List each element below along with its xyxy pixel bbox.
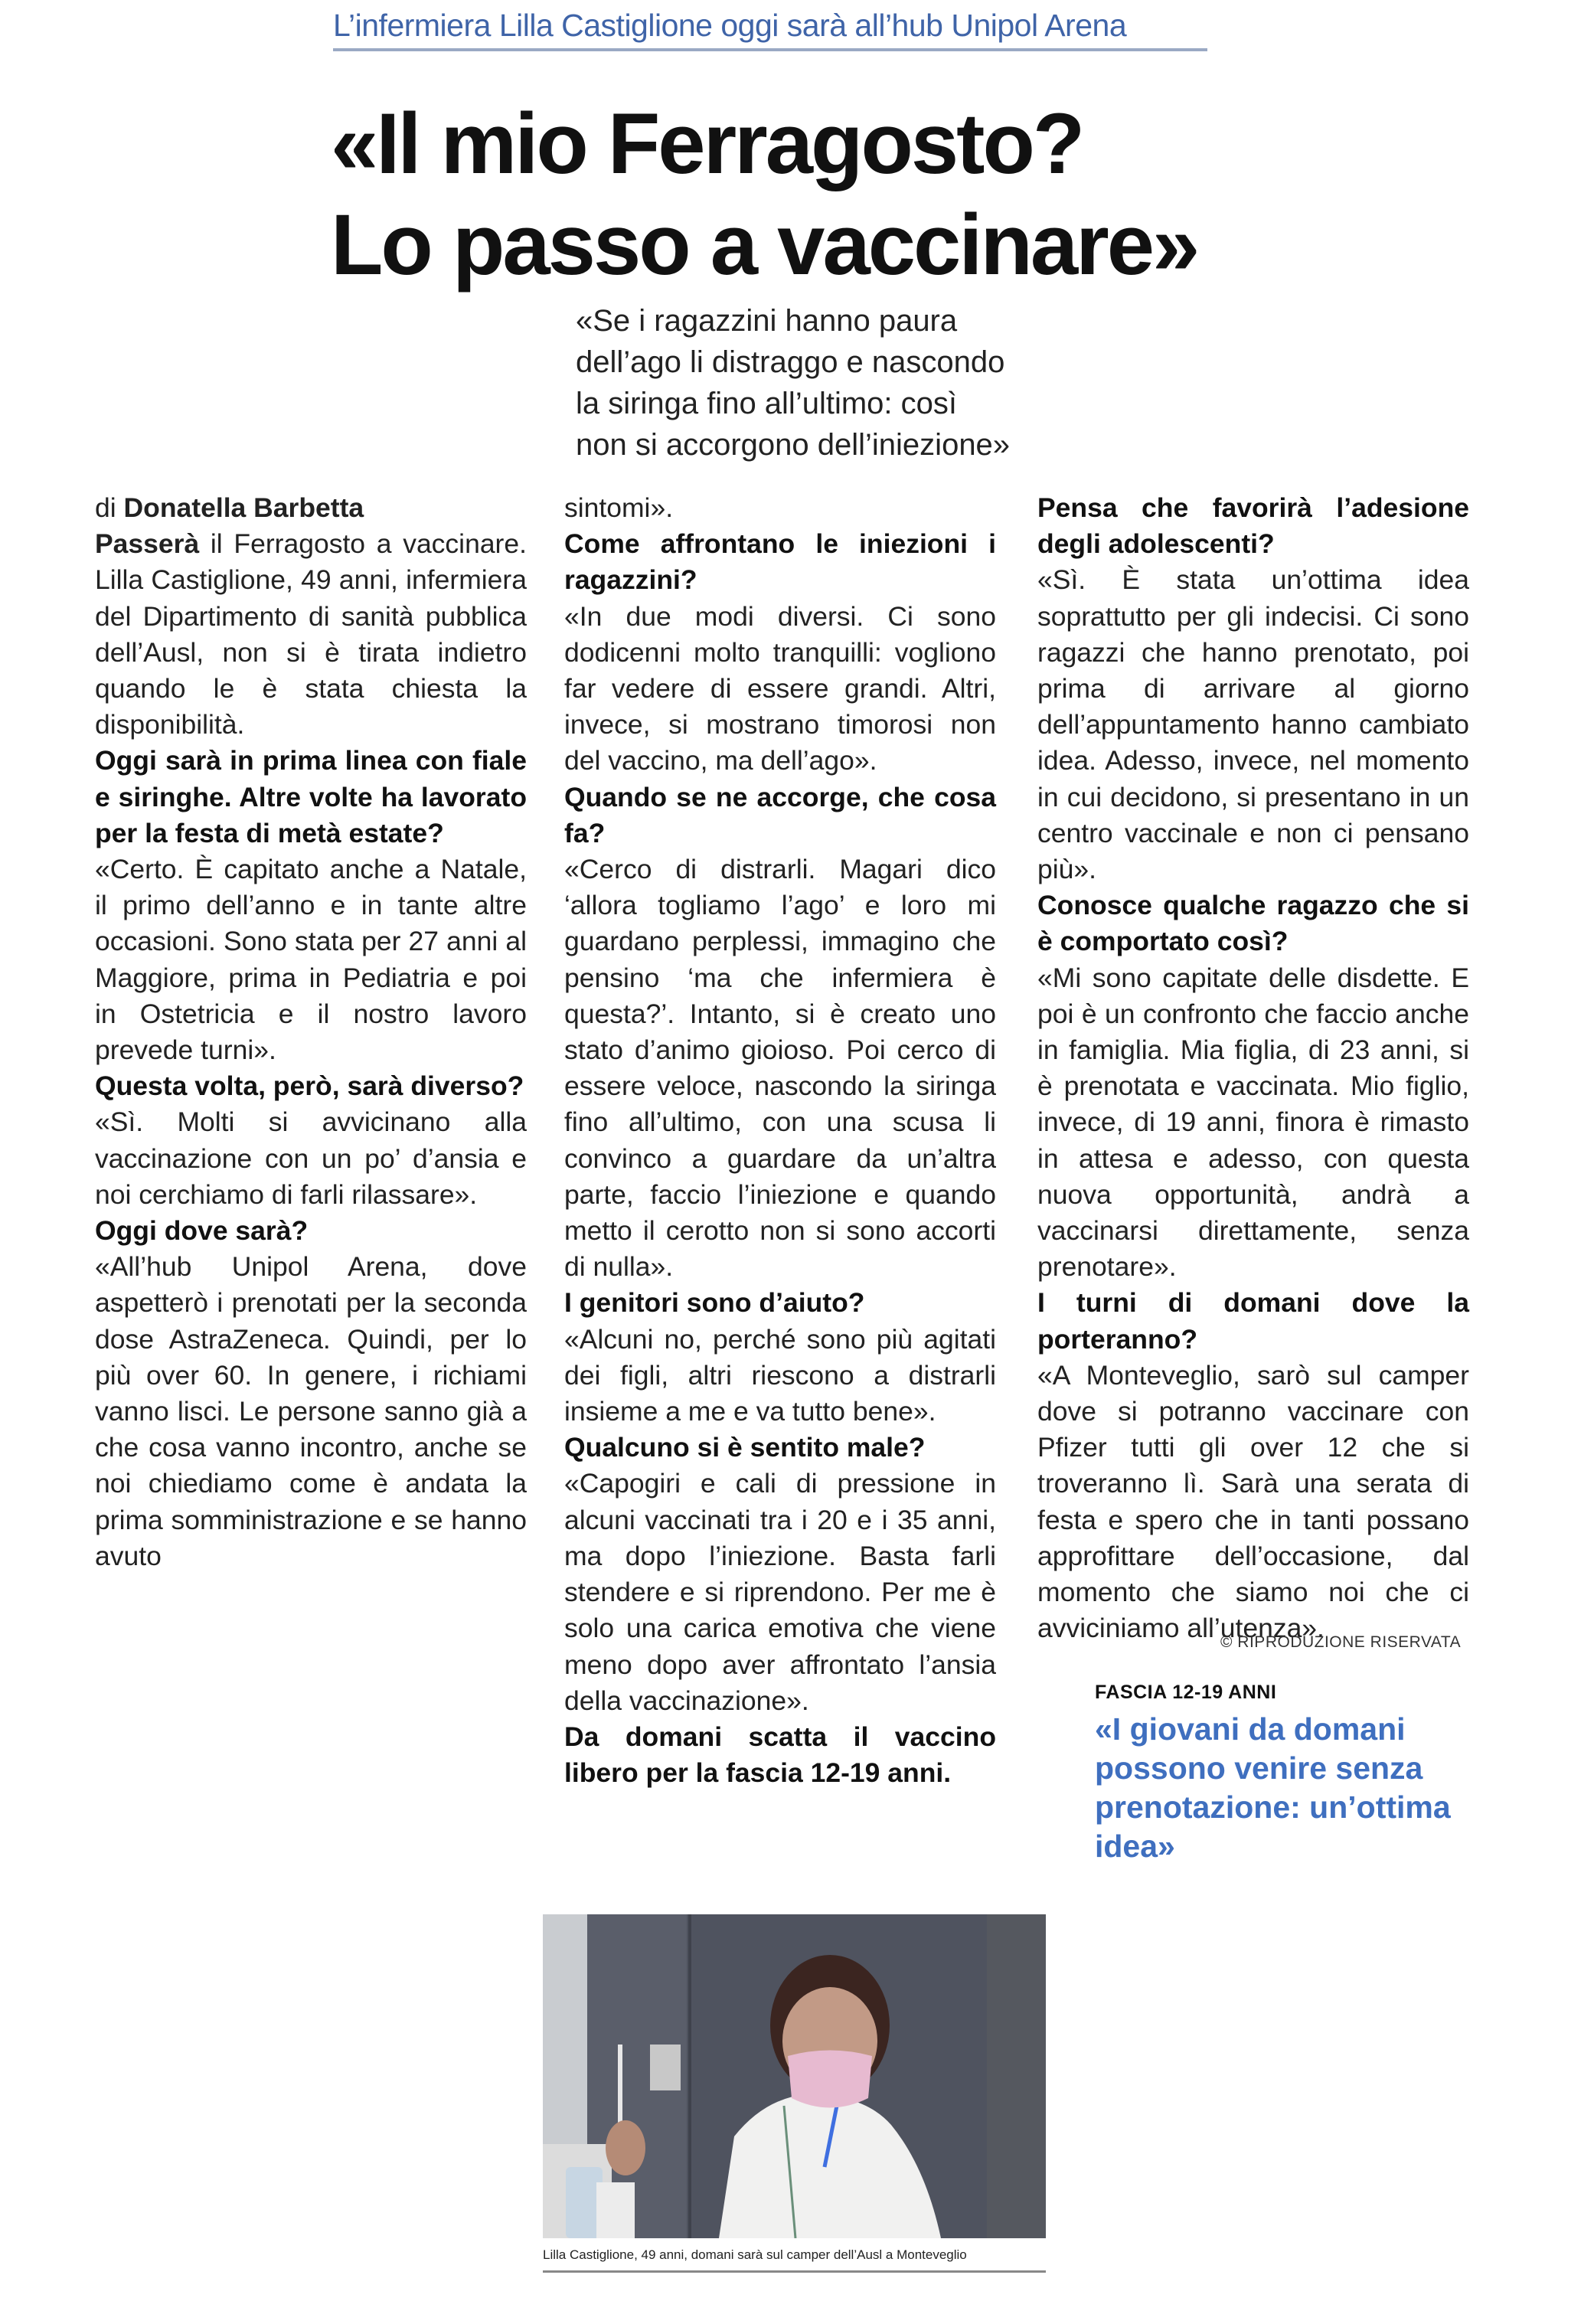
column-1 (95, 490, 527, 1574)
headline-line-2: Lo passo a vaccinare» (331, 197, 1198, 293)
answer: «Mi sono capitate delle disdette. E poi è un confronto che faccio anche in famiglia. Mia figlia, di 23 anni, si è prenotata e vaccinata. Mio figlio, invece, di 19 anni, finora è rimasto in attesa e adesso, con questa nuova opportunità, andrà a vaccinarsi direttamente, senza prenotare». (1037, 962, 1469, 1283)
question: Oggi sarà in prima linea con fiale e siringhe. Altre volte ha lavorato per la festa di metà estate? (95, 745, 527, 848)
headline (331, 93, 1197, 296)
column-2 (564, 490, 996, 1791)
question: I turni di domani dove la porteranno? (1037, 1287, 1469, 1355)
sidebox-quote: «I giovani da domani possono venire senza prenotazione: un’ottima idea» (1095, 1711, 1451, 1864)
sidebar-box (1095, 1682, 1493, 1866)
answer: «All’hub Unipol Arena, dove aspetterò i prenotati per la seconda dose AstraZeneca. Quindi, per lo più over 60. In genere, i richiami vanno lisci. Le persone sanno già a che cosa vanno incontro, anche se noi chiediamo come è andata la prima somministrazione e se hanno avuto (95, 1251, 527, 1571)
question: I genitori sono d’aiuto? (564, 1287, 865, 1319)
question: Quando se ne accorge, che cosa fa? (564, 781, 996, 848)
subhead-line: dell’ago li distraggo e nascondo (576, 345, 1005, 379)
answer: «A Monteveglio, sarò sul camper dove si potranno vaccinare con Pfizer tutti gli over 12 che si troveranno lì. Sarà una serata di festa e spero che in tanti possano approfittare dell’occasione, dal momento che siamo noi che ci avviciniamo all’utenza». (1037, 1359, 1469, 1644)
question: Come affrontano le iniezioni i ragazzini? (564, 528, 996, 596)
answer: «Capogiri e cali di pressione in alcuni vaccinati tra i 20 e i 35 anni, ma dopo l’iniezione. Basta farli stendere e si riprendono. Per me è solo una carica emotiva che viene meno dopo aver affrontato l’ansia della vaccinazione». (564, 1468, 996, 1716)
byline-author: Donatella Barbetta (123, 492, 364, 523)
answer: sintomi». (564, 492, 674, 523)
answer: «Sì. È stata un’ottima idea soprattutto per gli indecisi. Ci sono ragazzi che hanno prenotato, poi prima di arrivare al giorno dell’appuntamento hanno cambiato idea. Adesso, invece, nel momento in cui decidono, si presentano in un centro vaccinale e non ci pensano più». (1037, 564, 1469, 885)
answer: «Sì. Molti si avvicinano alla vaccinazione con un po’ d’ansia e noi cerchiamo di farli rilassare». (95, 1106, 527, 1210)
nurse-photo (543, 1914, 1046, 2238)
subhead (576, 300, 1066, 466)
question: Conosce qualche ragazzo che si è comportato così? (1037, 890, 1469, 957)
headline-line-1: «Il mio Ferragosto? (331, 96, 1083, 191)
lead-bold: Passerà (95, 528, 200, 560)
subhead-line: la siringa fino all’ultimo: così (576, 387, 957, 420)
answer: «Alcuni no, perché sono più agitati dei figli, altri riescono a distrarli insieme a me e va tutto bene». (564, 1323, 996, 1427)
sidebox-label: FASCIA 12-19 ANNI (1095, 1682, 1277, 1703)
answer: «In due modi diversi. Ci sono dodicenni molto tranquilli: vogliono far vedere di essere grandi. Altri, invece, si mostrano timorosi non del vaccino, ma dell’ago». (564, 600, 996, 776)
copyright-notice: © RIPRODUZIONE RISERVATA (1220, 1633, 1462, 1651)
photo-illustration (543, 1914, 1046, 2238)
question: Da domani scatta il vaccino libero per la fascia 12-19 anni. (564, 1721, 996, 1789)
photo-caption: Lilla Castiglione, 49 anni, domani sarà sul camper dell’Ausl a Monteveglio (543, 2247, 1046, 2273)
lead-text: il Ferragosto a vaccinare. Lilla Castiglione, 49 anni, infermiera del Dipartimento di sanità pubblica dell’Ausl, non si è tirata indietro quando le è stata chiesta la disponibilità. (95, 528, 527, 740)
question: Oggi dove sarà? (95, 1215, 309, 1247)
answer: «Cerco di distrarli. Magari dico ‘allora togliamo l’ago’ e loro mi guardano perplessi, immagino che pensino ‘ma che infermiera è questa?’. Intanto, si è creato uno stato d’animo gioioso. Poi cerco di essere veloce, nascondo la siringa fino all’ultimo, con una scusa li convinco a guardare da un’altra parte, faccio l’iniezione e quando metto il cerotto non si sono accorti di nulla». (564, 854, 996, 1283)
lead-paragraph (95, 526, 527, 743)
question: Qualcuno si è sentito male? (564, 1432, 926, 1463)
subhead-line: «Se i ragazzini hanno paura (576, 304, 958, 338)
answer: «Certo. È capitato anche a Natale, il primo dell’anno e in tante altre occasioni. Sono stata per 27 anni al Maggiore, prima in Pediatria e poi in Ostetricia e il nostro lavoro prevede turni». (95, 854, 527, 1066)
subhead-line: non si accorgono dell’iniezione» (576, 428, 1011, 462)
byline-prefix: di (95, 492, 116, 523)
question: Pensa che favorirà l’adesione degli adolescenti? (1037, 492, 1469, 560)
column-3 (1037, 490, 1469, 1647)
question: Questa volta, però, sarà diverso? (95, 1070, 524, 1102)
kicker: L’infermiera Lilla Castiglione oggi sarà all’hub Unipol Arena (333, 8, 1207, 51)
byline (95, 490, 527, 526)
